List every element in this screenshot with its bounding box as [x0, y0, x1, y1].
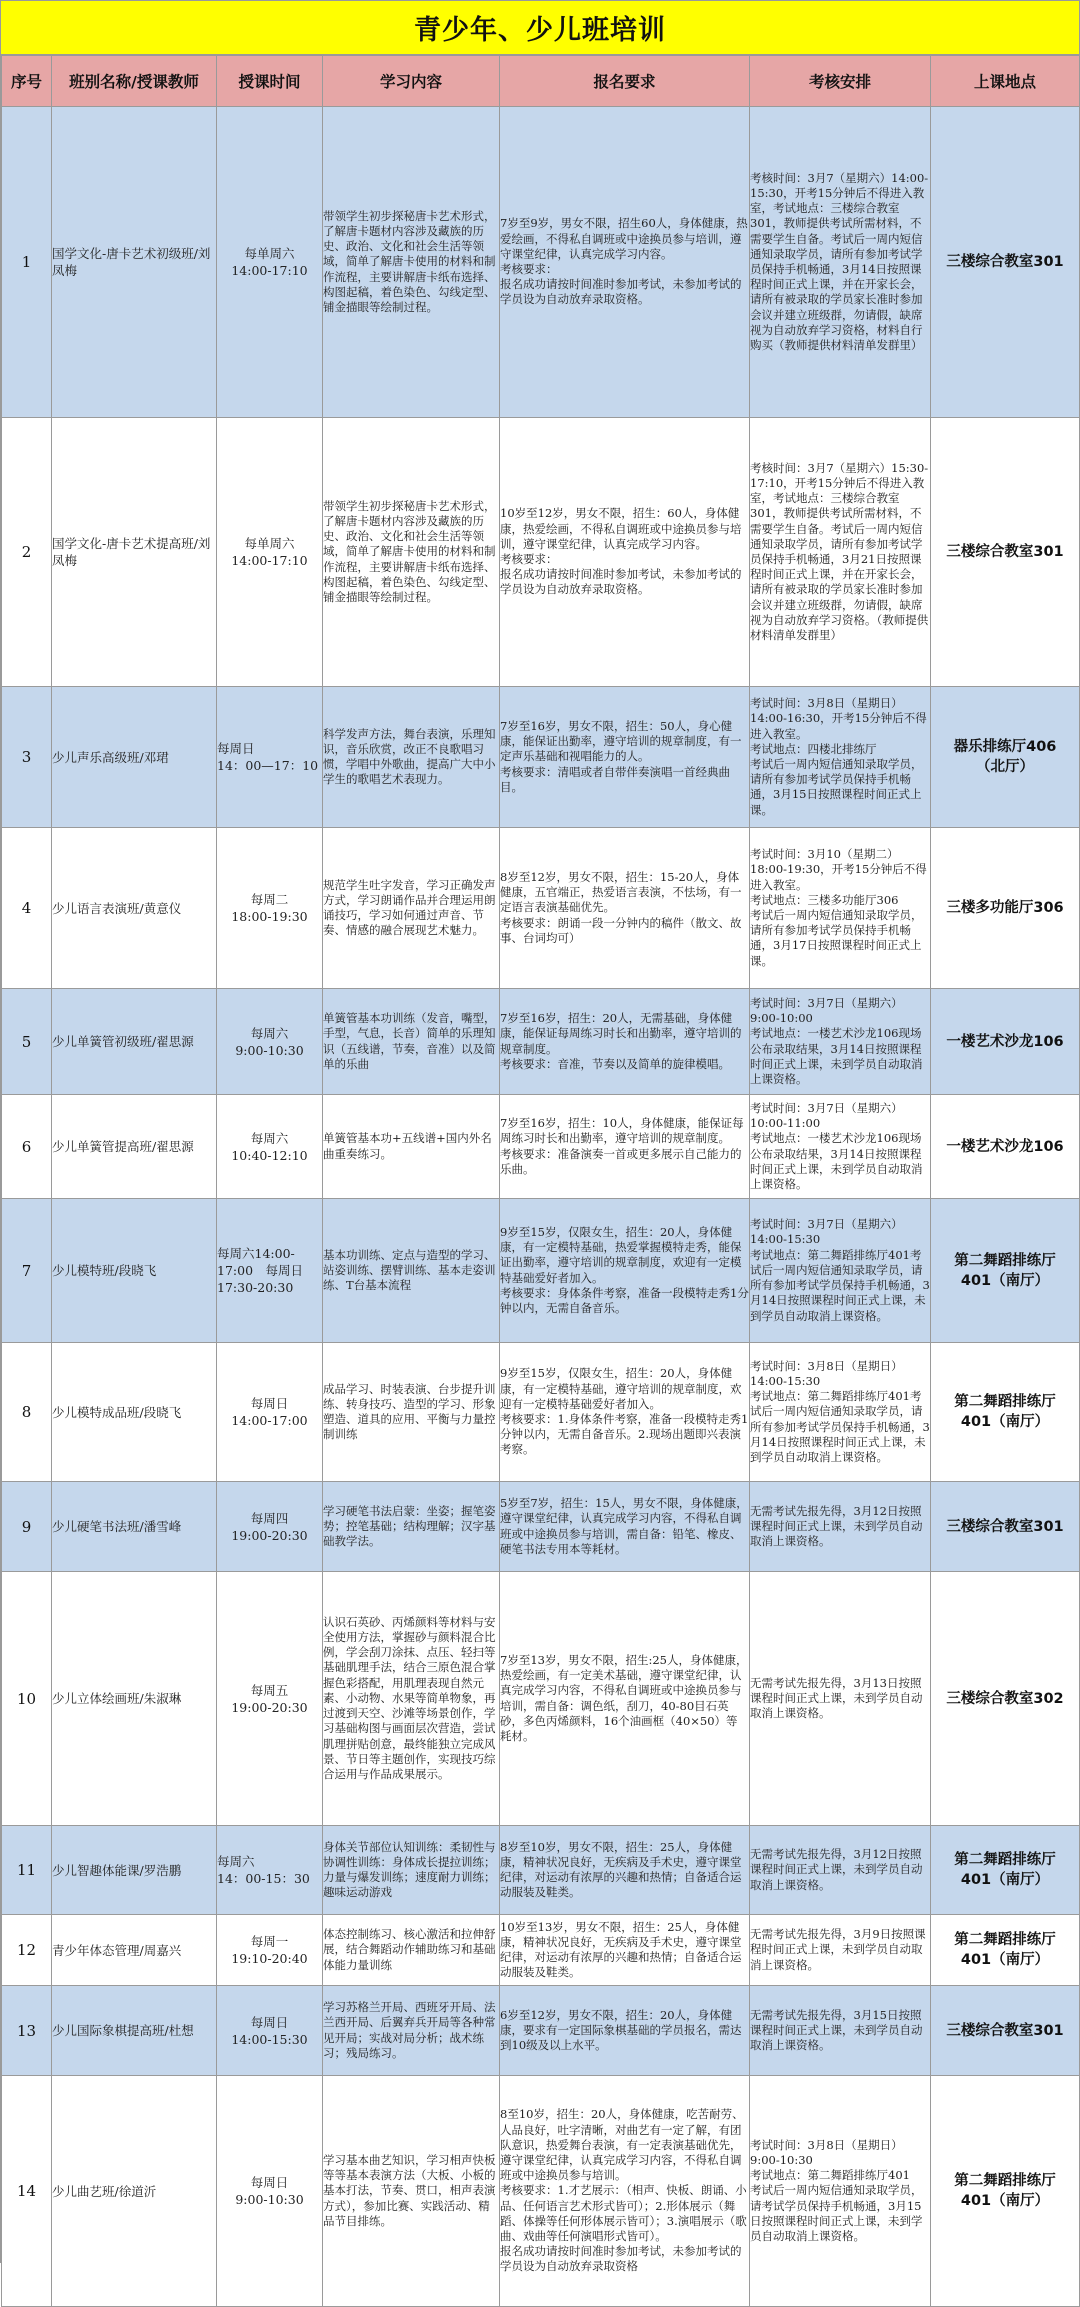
class-content: 基本功训练、定点与造型的学习、站姿训练、摆臂训练、基本走姿训练、T台基本流程: [323, 1199, 500, 1343]
row-index: 14: [2, 2076, 52, 2307]
class-time: 每周日 14:00-15:30: [217, 1986, 323, 2076]
class-location: 一楼艺术沙龙106: [931, 989, 1080, 1095]
class-requirement: 9岁至15岁，仅限女生，招生：20人，身体健康，有一定模特基础，遵守培训的规章制度，欢迎有一定模特基础爱好者加入。 考核要求：1.身体条件考察，准备一段模特走秀1分钟以内，无需自备音乐。2.现场出题即兴表演考察。: [500, 1343, 750, 1482]
class-time: 每周五 19:00-20:30: [217, 1572, 323, 1826]
class-time: 每周六 9:00-10:30: [217, 989, 323, 1095]
class-exam: 考核时间：3月7（星期六）14:00-15:30，开考15分钟后不得进入教室，考试地点：三楼综合教室301，教师提供考试所需材料，不需要学生自备。考试后一周内短信通知录取学员，请所有参加考试学员保持手机畅通，3月14日按照课程时间正式上课，并在开家长会，请所有被录取的学员家长准时参加会议并建立班级群，勿请假，缺席视为自动放弃学习资格，材料自行购买（教师提供材料清单发群里）: [750, 107, 931, 418]
class-content: 单簧管基本功+五线谱+国内外名曲重奏练习。: [323, 1095, 500, 1199]
class-name: 少儿智趣体能课/罗浩鹏: [52, 1826, 217, 1915]
class-content: 学习苏格兰开局、西班牙开局、法兰西开局、后翼弃兵开局等各种常见开局；实战对局分析；战术练习；残局练习。: [323, 1986, 500, 2076]
class-name: 少儿立体绘画班/朱淑琳: [52, 1572, 217, 1826]
course-table: [1, 55, 1080, 2307]
table-row: [2, 1482, 1080, 1572]
class-time: 每周一 19:10-20:40: [217, 1915, 323, 1986]
table-row: [2, 2076, 1080, 2307]
class-requirement: 9岁至15岁，仅限女生，招生：20人，身体健康，有一定模特基础，热爱掌握模特走秀，能保证出勤率，遵守培训的规章制度，欢迎有一定模特基础爱好者加入。 考核要求：身体条件考察，准备一段模特走秀1分钟以内，无需自备音乐。: [500, 1199, 750, 1343]
class-content: 学习基本曲艺知识，学习相声快板等等基本表演方法（大板、小板的基本打法，节奏、贯口，相声表演方式），参加比赛、实践活动、精品节目排练。: [323, 2076, 500, 2307]
class-exam: 考核时间：3月7（星期六）15:30-17:10，开考15分钟后不得进入教室，考试地点：三楼综合教室301，教师提供考试所需材料，不需要学生自备。考试后一周内短信通知录取学员，请所有参加考试学员保持手机畅通，3月21日按照课程时间正式上课，并在开家长会，请所有被录取的学员家长准时参加会议并建立班级群，勿请假，缺席视为自动放弃学习资格。（教师提供材料清单发群里）: [750, 418, 931, 687]
class-exam: 考试时间：3月7日（星期六）14:00-15:30 考试地点：第二舞蹈排练厅401考试后一周内短信通知录取学员，请所有参加考试学员保持手机畅通，3月14日按照课程时间正式上课，未到学员自动取消上课资格。: [750, 1199, 931, 1343]
class-name: 国学文化-唐卡艺术初级班/刘凤梅: [52, 107, 217, 418]
class-content: 规范学生吐字发音，学习正确发声方式，学习朗诵作品并合理运用朗诵技巧，学习如何通过声音、节奏、情感的融合展现艺术魅力。: [323, 828, 500, 989]
class-name: 少儿单簧管提高班/翟思源: [52, 1095, 217, 1199]
table-row: [2, 1343, 1080, 1482]
class-exam: 无需考试先报先得，3月12日按照课程时间正式上课，未到学员自动取消上课资格。: [750, 1482, 931, 1572]
class-requirement: 7岁至16岁，招生：20人，无需基础，身体健康，能保证每周练习时长和出勤率，遵守培训的规章制度。 考核要求：音准，节奏以及简单的旋律模唱。: [500, 989, 750, 1095]
class-location: 三楼综合教室301: [931, 107, 1080, 418]
class-location: 第二舞蹈排练厅 401（南厅）: [931, 1343, 1080, 1482]
table-row: [2, 1915, 1080, 1986]
class-time: 每周日 14:00-17:00: [217, 1343, 323, 1482]
header-exam: 考核安排: [750, 56, 931, 107]
table-row: [2, 1095, 1080, 1199]
class-location: 第二舞蹈排练厅 401（南厅）: [931, 2076, 1080, 2307]
table-row: [2, 1826, 1080, 1915]
class-content: 身体关节部位认知训练：柔韧性与协调性训练：身体成长提拉训练；力量与爆发训练；速度耐力训练；趣味运动游戏: [323, 1826, 500, 1915]
class-content: 体态控制练习、核心激活和拉伸舒展，结合舞蹈动作辅助练习和基础体能力量训练: [323, 1915, 500, 1986]
class-exam: 无需考试先报先得，3月9日按照课程时间正式上课，未到学员自动取消上课资格。: [750, 1915, 931, 1986]
class-time: 每周四 19:00-20:30: [217, 1482, 323, 1572]
class-time: 每周六 10:40-12:10: [217, 1095, 323, 1199]
class-exam: 考试时间：3月10（星期二）18:00-19:30，开考15分钟后不得进入教室。 考试地点：三楼多功能厅306 考试后一周内短信通知录取学员，请所有参加考试学员保持手机畅通，3月17日按照课程时间正式上课。: [750, 828, 931, 989]
row-index: 13: [2, 1986, 52, 2076]
class-exam: 无需考试先报先得，3月12日按照课程时间正式上课，未到学员自动取消上课资格。: [750, 1826, 931, 1915]
class-name: 青少年体态管理/周嘉兴: [52, 1915, 217, 1986]
header-content: 学习内容: [323, 56, 500, 107]
class-content: 单簧管基本功训练（发音，嘴型，手型，气息，长音）简单的乐理知识（五线谱，节奏，音准）以及简单的乐曲: [323, 989, 500, 1095]
table-row: [2, 1572, 1080, 1826]
class-content: 科学发声方法，舞台表演，乐理知识，音乐欣赏，改正不良歌唱习惯，学唱中外歌曲，提高广大中小学生的歌唱艺术表现力。: [323, 687, 500, 828]
class-name: 少儿模特成品班/段晓飞: [52, 1343, 217, 1482]
class-name: 少儿声乐高级班/邓珺: [52, 687, 217, 828]
class-exam: 考试时间：3月7日（星期六）10:00-11:00 考试地点：一楼艺术沙龙106现场公布录取结果，3月14日按照课程时间正式上课，未到学员自动取消上课资格。: [750, 1095, 931, 1199]
table-row: [2, 418, 1080, 687]
class-requirement: 10岁至12岁，男女不限，招生：60人，身体健康，热爱绘画，不得私自调班或中途换员参与培训，遵守课堂纪律，认真完成学习内容。 考核要求： 报名成功请按时间准时参加考试，未参加考试的学员设为自动放弃录取资格。: [500, 418, 750, 687]
class-location: 三楼综合教室301: [931, 1986, 1080, 2076]
class-location: 器乐排练厅406 （北厅）: [931, 687, 1080, 828]
class-requirement: 10岁至13岁，男女不限，招生：25人，身体健康，精神状况良好，无疾病及手术史，遵守课堂纪律，对运动有浓厚的兴趣和热情；自备适合运动服装及鞋类。: [500, 1915, 750, 1986]
class-requirement: 8至10岁，招生：20人，身体健康，吃苦耐劳、人品良好，吐字清晰，对曲艺有一定了解，有团队意识，热爱舞台表演，有一定表演基础优先，遵守课堂纪律，认真完成学习内容，不得私自调班或中途换员参与培训。 考核要求：1.才艺展示：（相声、快板、朗诵、小品、任何语言艺术形式皆可）；2.形体展示（舞蹈、体操等任何形体展示皆可）；3.演唱展示（歌曲、戏曲等任何演唱形式皆可）。 报名成功请按时间准时参加考试，未参加考试的学员设为自动放弃录取资格: [500, 2076, 750, 2307]
table-row: [2, 687, 1080, 828]
header-time: 授课时间: [217, 56, 323, 107]
header-requirement: 报名要求: [500, 56, 750, 107]
class-time: 每周日 14：00—17：10: [217, 687, 323, 828]
table-row: [2, 989, 1080, 1095]
row-index: 7: [2, 1199, 52, 1343]
row-index: 3: [2, 687, 52, 828]
header-class-teacher: 班别名称/授课教师: [52, 56, 217, 107]
class-name: 少儿语言表演班/黄意仪: [52, 828, 217, 989]
class-content: 成品学习、时装表演、台步提升训练、转身技巧、造型的学习、形象塑造、道具的应用、平衡与力量控制训练: [323, 1343, 500, 1482]
class-name: 少儿硬笔书法班/潘雪峰: [52, 1482, 217, 1572]
class-name: 少儿曲艺班/徐道沂: [52, 2076, 217, 2307]
table-row: [2, 1986, 1080, 2076]
class-content: 带领学生初步探秘唐卡艺术形式，了解唐卡题材内容涉及藏族的历史、政治、文化和社会生活等领域，简单了解唐卡使用的材料和制作流程，主要讲解唐卡纸布选择、构图起稿，着色染色、勾线定型、铺金描眼等绘制过程。: [323, 107, 500, 418]
row-index: 2: [2, 418, 52, 687]
class-requirement: 7岁至13岁，男女不限，招生:25人，身体健康，热爱绘画，有一定美术基础，遵守课堂纪律，认真完成学习内容，不得私自调班或中途换员参与培训，需自备：调色纸，刮刀，40-80目石英砂，多色丙烯颜料，16个油画框（40×50）等耗材。: [500, 1572, 750, 1826]
class-exam: 考试时间：3月8日（星期日）14:00-16:30，开考15分钟后不得进入教室。 考试地点：四楼北排练厅 考试后一周内短信通知录取学员，请所有参加考试学员保持手机畅通，3月15日按照课程时间正式上课。: [750, 687, 931, 828]
class-requirement: 7岁至16岁，招生：10人，身体健康，能保证每周练习时长和出勤率，遵守培训的规章制度。 考核要求：准备演奏一首或更多展示自己能力的乐曲。: [500, 1095, 750, 1199]
class-name: 少儿国际象棋提高班/杜想: [52, 1986, 217, 2076]
class-location: 三楼多功能厅306: [931, 828, 1080, 989]
row-index: 1: [2, 107, 52, 418]
class-location: 三楼综合教室301: [931, 418, 1080, 687]
class-exam: 考试时间：3月7日（星期六）9:00-10:00 考试地点：一楼艺术沙龙106现场公布录取结果，3月14日按照课程时间正式上课，未到学员自动取消上课资格。: [750, 989, 931, 1095]
class-name: 少儿模特班/段晓飞: [52, 1199, 217, 1343]
table-row: [2, 107, 1080, 418]
class-time: 每单周六 14:00-17:10: [217, 107, 323, 418]
row-index: 9: [2, 1482, 52, 1572]
sheet-title-bar: [1, 1, 1079, 55]
class-content: 学习硬笔书法启蒙：坐姿；握笔姿势；控笔基础；结构理解；汉字基础教学法。: [323, 1482, 500, 1572]
class-requirement: 7岁至16岁，男女不限，招生：50人，身心健康，能保证出勤率，遵守培训的规章制度，有一定声乐基础和视唱能力的人。 考核要求：清唱或者自带伴奏演唱一首经典曲目。: [500, 687, 750, 828]
class-content: 认识石英砂、丙烯颜料等材料与安全使用方法，掌握砂与颜料混合比例，学会刮刀涂抹、点压、轻扫等基础肌理手法，结合三原色混合掌握色彩搭配，用肌理表现自然元素、小动物、水果等简单物象，再过渡到天空、沙滩等场景创作，学习基础构图与画面层次营造，尝试肌理拼贴创意，最终能独立完成风景、节日等主题创作，实现技巧综合运用与作品成果展示。: [323, 1572, 500, 1826]
class-location: 第二舞蹈排练厅 401（南厅）: [931, 1826, 1080, 1915]
class-location: 第二舞蹈排练厅 401（南厅）: [931, 1915, 1080, 1986]
class-exam: 考试时间：3月8日（星期日）9:00-10:30 考试地点：第二舞蹈排练厅401 考试后一周内短信通知录取学员，请考试学员保持手机畅通，3月15日按照课程时间正式上课，未到学员自动取消上课资格。: [750, 2076, 931, 2307]
class-exam: 考试时间：3月8日（星期日）14:00-15:30 考试地点：第二舞蹈排练厅401考试后一周内短信通知录取学员，请所有参加考试学员保持手机畅通，3月14日按照课程时间正式上课，未到学员自动取消上课资格。: [750, 1343, 931, 1482]
row-index: 6: [2, 1095, 52, 1199]
row-index: 11: [2, 1826, 52, 1915]
class-location: 三楼综合教室301: [931, 1482, 1080, 1572]
class-requirement: 6岁至12岁，男女不限，招生：20人，身体健康，要求有一定国际象棋基础的学员报名，需达到10级及以上水平。: [500, 1986, 750, 2076]
table-row: [2, 1199, 1080, 1343]
sheet-title: 青少年、少儿班培训: [414, 15, 666, 46]
class-time: 每周六 14：00-15：30: [217, 1826, 323, 1915]
row-index: 8: [2, 1343, 52, 1482]
table-row: [2, 828, 1080, 989]
class-exam: 无需考试先报先得，3月15日按照课程时间正式上课，未到学员自动取消上课资格。: [750, 1986, 931, 2076]
class-time: 每周六14:00-17:00 每周日17:30-20:30: [217, 1199, 323, 1343]
class-requirement: 5岁至7岁，招生：15人，男女不限，身体健康，遵守课堂纪律，认真完成学习内容，不得私自调班或中途换员参与培训，需自备：铅笔、橡皮、硬笔书法专用本等耗材。: [500, 1482, 750, 1572]
class-location: 一楼艺术沙龙106: [931, 1095, 1080, 1199]
class-content: 带领学生初步探秘唐卡艺术形式，了解唐卡题材内容涉及藏族的历史、政治、文化和社会生活等领域，简单了解唐卡使用的材料和制作流程，主要讲解唐卡纸布选择、构图起稿，着色染色、勾线定型、铺金描眼等绘制过程。: [323, 418, 500, 687]
class-requirement: 7岁至9岁，男女不限，招生60人，身体健康，热爱绘画，不得私自调班或中途换员参与培训，遵守课堂纪律，认真完成学习内容。 考核要求： 报名成功请按时间准时参加考试，未参加考试的学员设为自动放弃录取资格。: [500, 107, 750, 418]
table-header-row: [2, 56, 1080, 107]
row-index: 12: [2, 1915, 52, 1986]
class-location: 第二舞蹈排练厅 401（南厅）: [931, 1199, 1080, 1343]
class-name: 国学文化-唐卡艺术提高班/刘凤梅: [52, 418, 217, 687]
class-requirement: 8岁至12岁，男女不限，招生：15-20人，身体健康，五官端正，热爱语言表演，不怯场，有一定语言表演基础优先。 考核要求：朗诵一段一分钟内的稿件（散文、故事、台词均可）: [500, 828, 750, 989]
class-name: 少儿单簧管初级班/翟思源: [52, 989, 217, 1095]
row-index: 5: [2, 989, 52, 1095]
row-index: 10: [2, 1572, 52, 1826]
class-exam: 无需考试先报先得，3月13日按照课程时间正式上课，未到学员自动取消上课资格。: [750, 1572, 931, 1826]
class-location: 三楼综合教室302: [931, 1572, 1080, 1826]
class-requirement: 8岁至10岁，男女不限，招生：25人，身体健康，精神状况良好，无疾病及手术史，遵守课堂纪律，对运动有浓厚的兴趣和热情；自备适合运动服装及鞋类。: [500, 1826, 750, 1915]
class-time: 每单周六 14:00-17:10: [217, 418, 323, 687]
class-time: 每周日 9:00-10:30: [217, 2076, 323, 2307]
row-index: 4: [2, 828, 52, 989]
class-time: 每周二 18:00-19:30: [217, 828, 323, 989]
header-location: 上课地点: [931, 56, 1080, 107]
header-index: 序号: [2, 56, 52, 107]
